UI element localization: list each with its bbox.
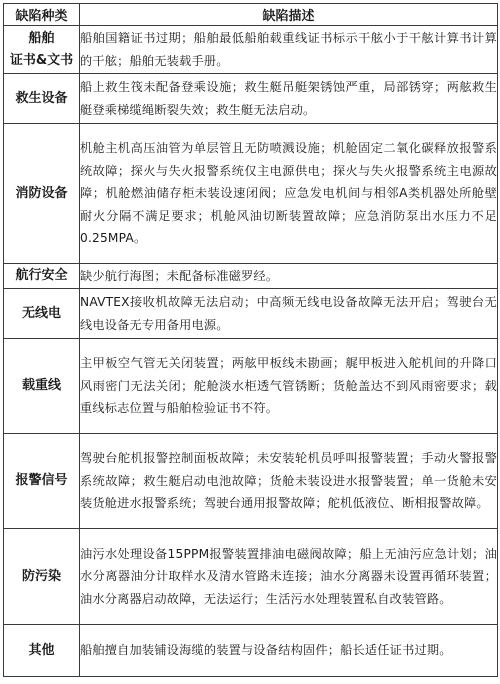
description-cell: 缺少航行海图；未配备标准磁罗经。 — [80, 264, 498, 289]
category-cell — [4, 434, 80, 529]
description-cell: 油污水处理设备15PPM报警装置排油电磁阀故障；船上无油污应急计划；油水分离器油分计取样水及清水管路未连接；油水分离器未设置再循环装置；油水分离器启动故障，无法运行；生活污水处理装置私自改装管路。 — [80, 529, 498, 625]
category-cell — [4, 26, 80, 74]
header-description: 缺陷描述 — [80, 4, 498, 26]
category-cell — [4, 74, 80, 124]
category-label: 船舶 — [28, 30, 55, 46]
table-header-row — [4, 4, 498, 26]
category-cell — [4, 124, 80, 264]
table-row — [4, 339, 498, 434]
description-cell: 驾驶台舵机报警控制面板故障；未安装轮机员呼叫报警装置；手动火警报警系统故障；救生艇启动电池故障；货舱未装设进水报警装置；单一货舱未安装货舱进水报警系统；驾驶台通用报警故障；舵机低液位、断相报警故障。 — [80, 434, 498, 529]
category-label: 防污染 — [21, 568, 61, 584]
category-cell — [4, 339, 80, 434]
table-row — [4, 124, 498, 264]
description-cell: 主甲板空气管无关闭装置；两舷甲板线未勘画；艉甲板进入舵机间的升降口风雨密门无法关闭；舵舱淡水柜透气管锈断；货舱盖达不到风雨密要求；载重线标志位置与船舶检验证书不符。 — [80, 339, 498, 434]
category-label: 消防设备 — [15, 185, 68, 201]
defect-table — [3, 3, 498, 677]
category-label: 无线电 — [21, 305, 61, 321]
description-cell: 船上救生筏未配备登乘设施；救生艇吊艇架锈蚀严重，局部锈穿；两舷救生艇登乘梯缆绳断裂失效；救生艇无法启动。 — [80, 74, 498, 124]
table-row — [4, 529, 498, 625]
category-label: 报警信号 — [15, 473, 68, 488]
description-cell: 机舱主机高压油管为单层管且无防喷溅设施；机舱固定二氧化碳释放报警系统故障；探火与失火报警系统仅主电源供电；探火与失火报警系统主电源故障；机舱燃油储存柜未装设速闭阀；应急发电机间与相邻A类机器处所舱壁耐火分隔不满足要求；机舱风油切断装置故障；应急消防泵出水压力不足0.25MPA。 — [80, 124, 498, 264]
category-label: 其他 — [28, 642, 55, 658]
category-label: 救生设备 — [15, 90, 68, 106]
category-cell — [4, 625, 80, 677]
description-cell: NAVTEX接收机故障无法启动；中高频无线电设备故障无法开启；驾驶台无线电设备无专用备用电源。 — [80, 289, 498, 339]
table-row — [4, 289, 498, 339]
category-label: 载重线 — [21, 378, 61, 393]
category-cell — [4, 529, 80, 625]
table-row — [4, 26, 498, 74]
category-cell — [4, 289, 80, 339]
category-label: 证书&文书 — [9, 52, 74, 68]
category-label: 航行安全 — [15, 268, 68, 283]
description-cell: 船舶擅自加装铺设海缆的装置与设备结构固件；船长适任证书过期。 — [80, 625, 498, 677]
table-row — [4, 264, 498, 289]
category-cell — [4, 264, 80, 289]
table-row — [4, 74, 498, 124]
header-category: 缺陷种类 — [4, 4, 80, 26]
table-row — [4, 434, 498, 529]
description-cell: 船舶国籍证书过期；船舶最低船舶载重线证书标示干舷小于干舷计算书计算的干舷；船舶无装载手册。 — [80, 26, 498, 74]
table-row — [4, 625, 498, 677]
